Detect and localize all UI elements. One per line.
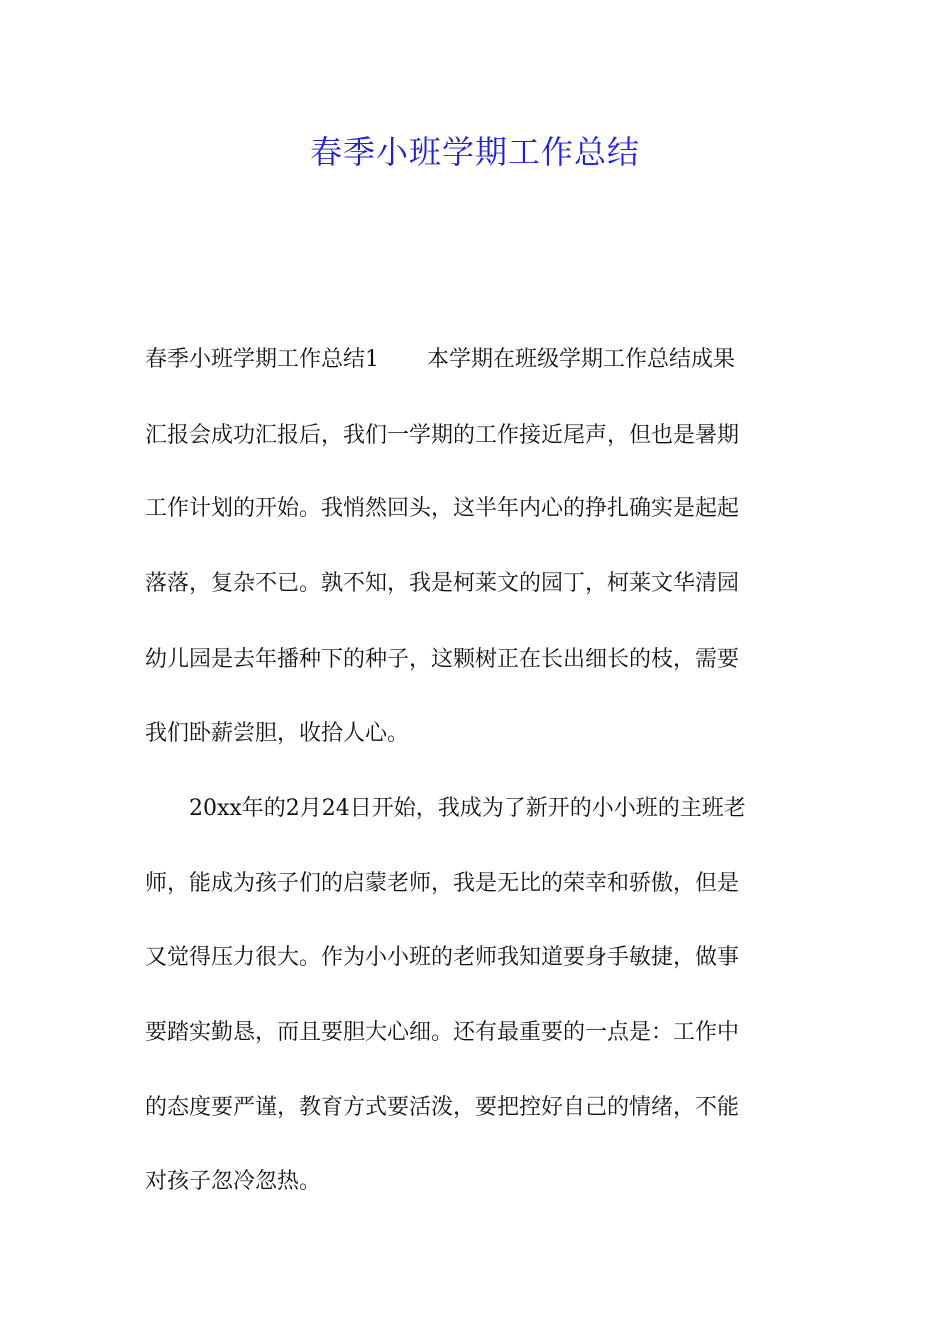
paragraph-2-line-1: 20xx年的2月24日开始，我成为了新开的小小班的主班老 — [189, 796, 746, 821]
paragraph-1-line-5: 幼儿园是去年播种下的种子，这颗树正在长出细长的枝，需要 — [145, 647, 740, 672]
section-heading: 春季小班学期工作总结1 — [145, 347, 379, 372]
paragraph-1-text-start: 本学期在班级学期工作总结成果 — [427, 347, 736, 372]
document-title: 春季小班学期工作总结 — [309, 133, 640, 171]
paragraph-1-line-6: 我们卧薪尝胆，收拾人心。 — [145, 721, 410, 746]
paragraph-2-line-6: 对孩子忽冷忽热。 — [145, 1169, 322, 1194]
paragraph-2-line-5: 的态度要严谨，教育方式要活泼，要把控好自己的情绪，不能 — [145, 1095, 740, 1120]
paragraph-1-line-3: 工作计划的开始。我悄然回头，这半年内心的挣扎确实是起起 — [145, 496, 740, 521]
paragraph-1-line-2: 汇报会成功汇报后，我们一学期的工作接近尾声，但也是暑期 — [145, 423, 740, 448]
paragraph-2-line-3: 又觉得压力很大。作为小小班的老师我知道要身手敏捷，做事 — [145, 945, 740, 970]
paragraph-1-line-1 — [145, 340, 810, 380]
paragraph-2-line-2: 师，能成为孩子们的启蒙老师，我是无比的荣幸和骄傲，但是 — [145, 871, 740, 896]
paragraph-2-line-4: 要踏实勤恳，而且要胆大心细。还有最重要的一点是：工作中 — [145, 1020, 740, 1045]
paragraph-1-line-4: 落落，复杂不已。孰不知，我是柯莱文的园丁，柯莱文华清园 — [145, 571, 740, 596]
